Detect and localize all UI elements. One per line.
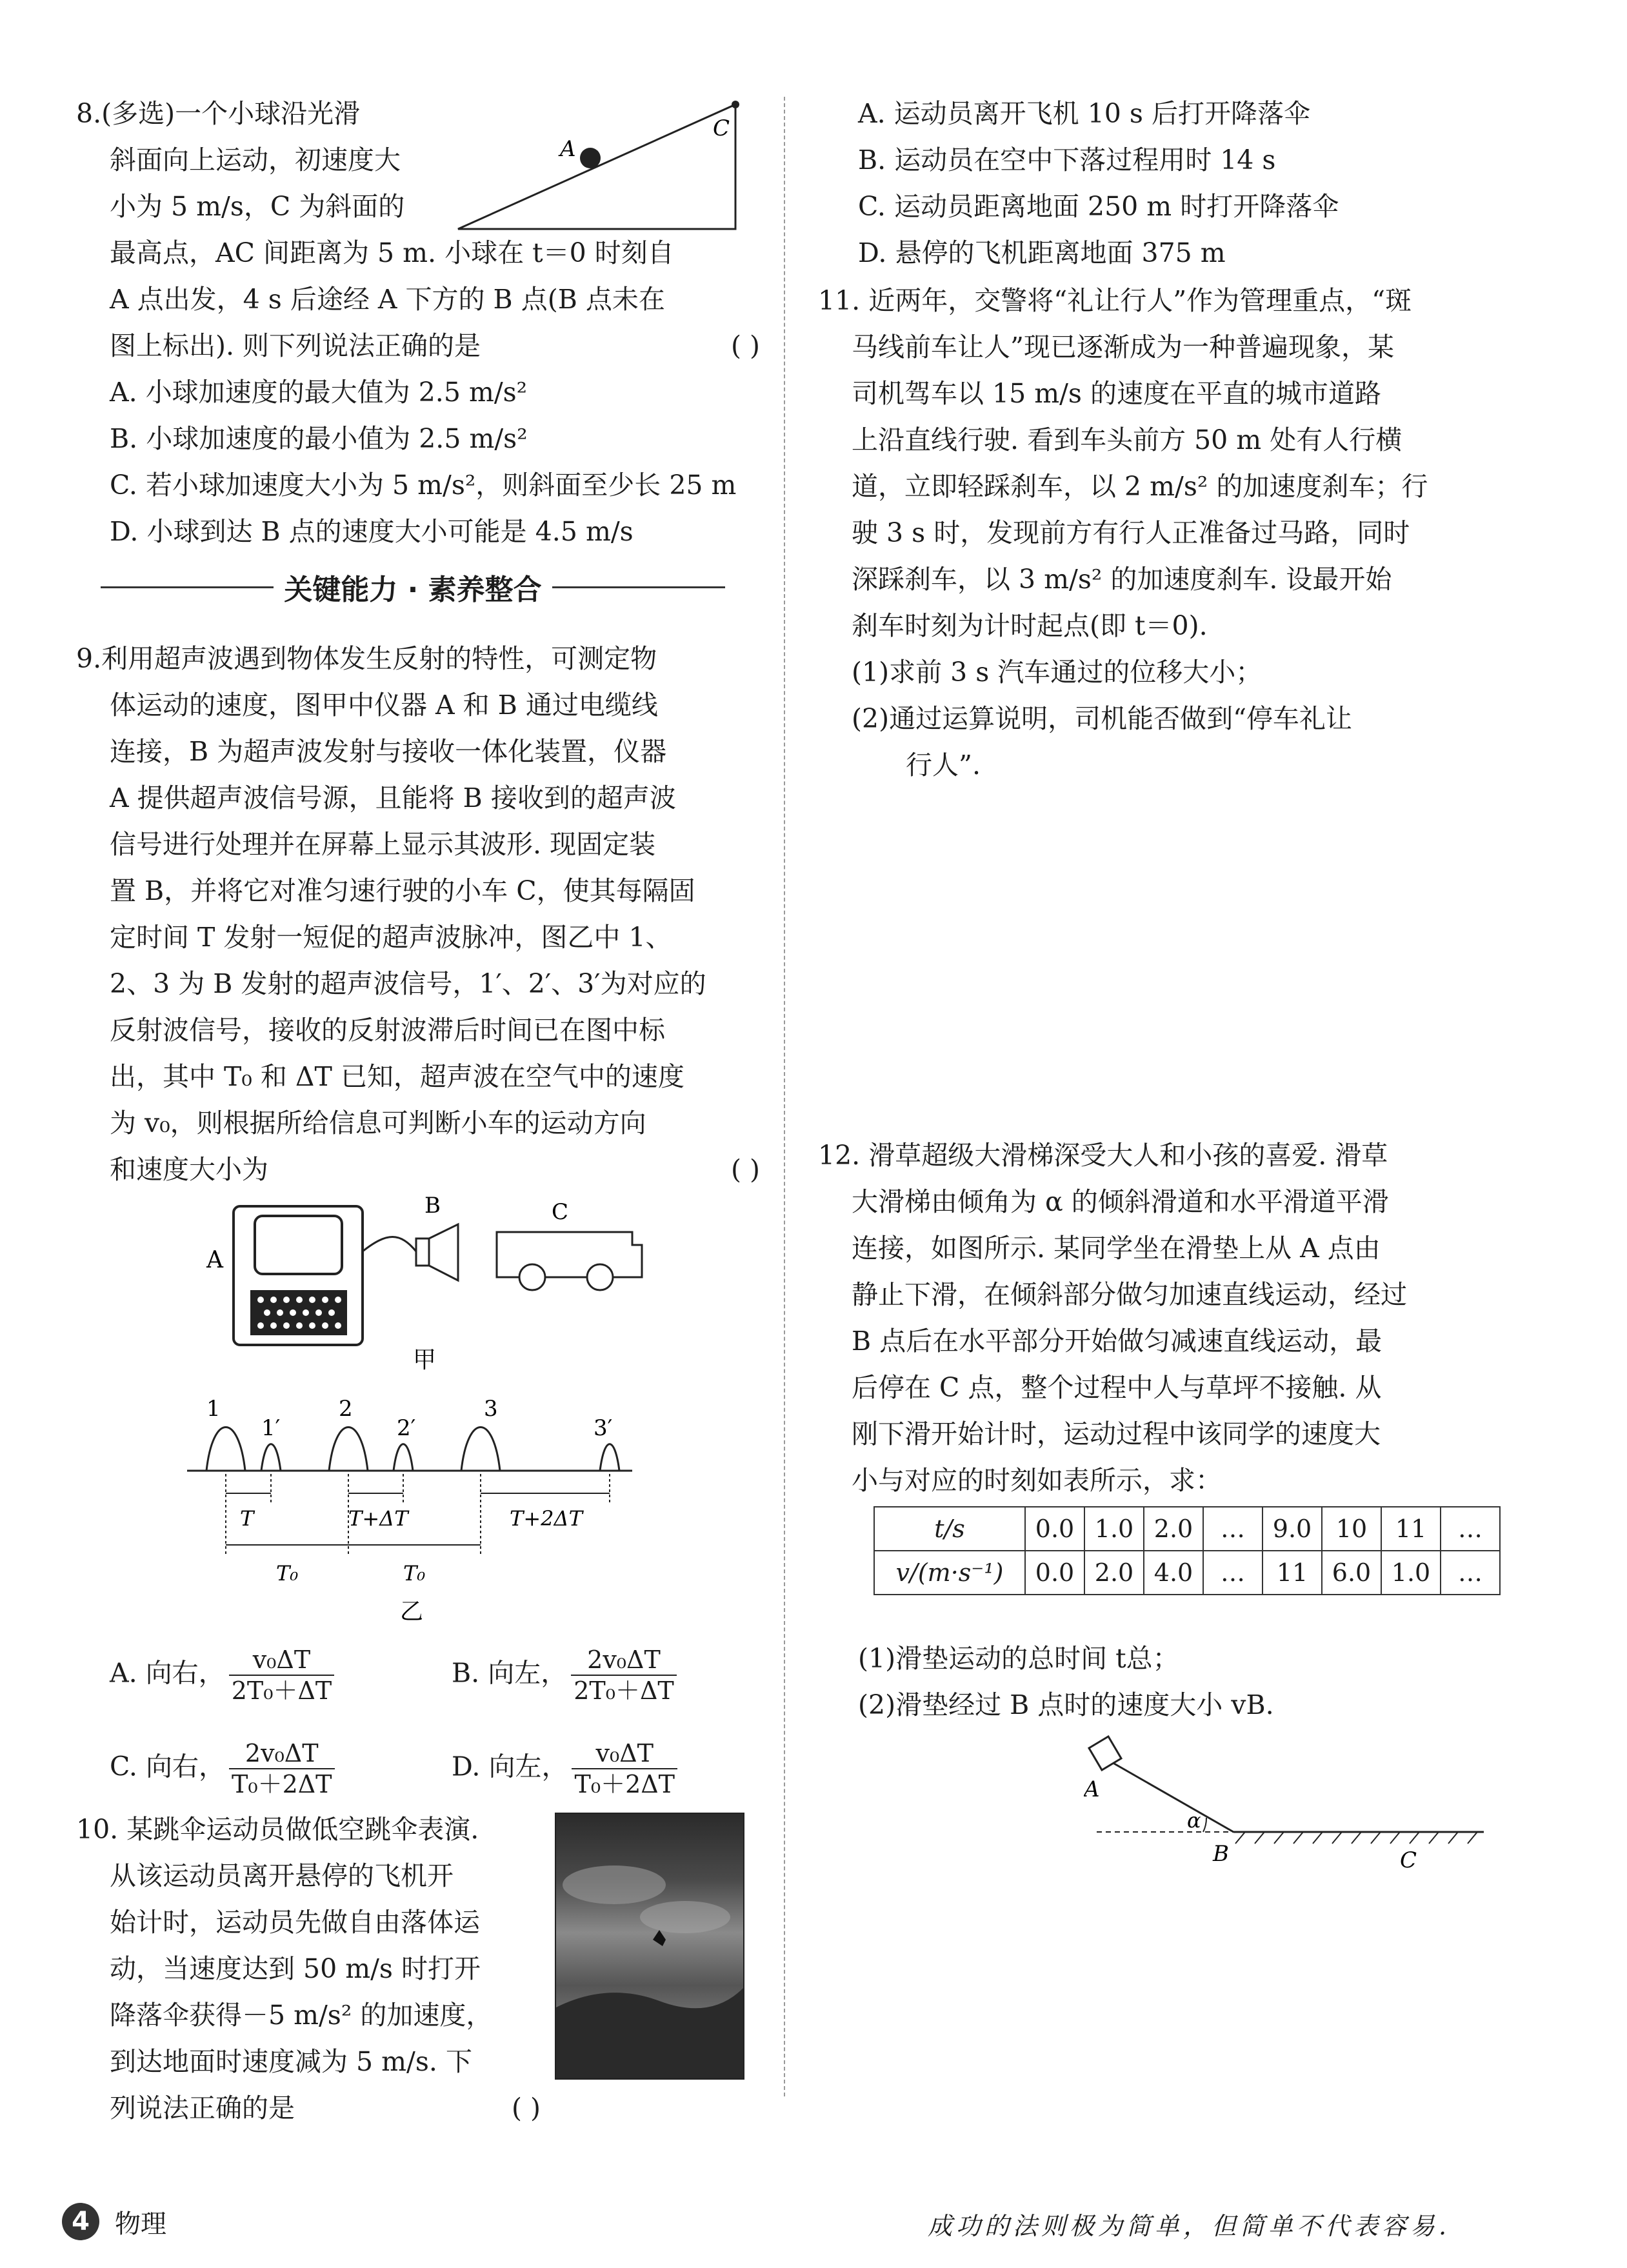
q10-line: 列说法正确的是 [110, 2093, 295, 2124]
q11-sub-3: 行人”. [906, 750, 981, 781]
table-cell: … [1441, 1507, 1500, 1551]
subject-label: 物理 [115, 2209, 166, 2239]
q10-line: 降落伞获得－5 m/s² 的加速度， [110, 2000, 493, 2031]
q12-line: 连接，如图所示. 某同学坐在滑垫上从 A 点由 [852, 1233, 1381, 1264]
q8-option-a: A. 小球加速度的最大值为 2.5 m/s² [110, 377, 528, 408]
table-cell: 0.0 [1025, 1551, 1084, 1595]
q10-options [858, 90, 1568, 276]
pulse-label: 3 [484, 1396, 498, 1422]
section-title: 关键能力 · 素养整合 [284, 573, 542, 606]
q9-line: 体运动的速度，图甲中仪器 A 和 B 通过电缆线 [110, 690, 658, 721]
q10-option-a: A. 运动员离开飞机 10 s 后打开降落伞 [858, 98, 1310, 129]
table-cell: 11 [1263, 1551, 1322, 1595]
q11-line: 司机驾车以 15 m/s 的速度在平直的城市道路 [852, 378, 1381, 409]
q9-line: 信号进行处理并在屏幕上显示其波形. 现固定装 [110, 829, 656, 860]
q10-line: 到达地面时速度减为 5 m/s. 下 [110, 2046, 472, 2077]
q10-option-d: D. 悬停的飞机距离地面 375 m [858, 237, 1226, 268]
q8-option-d: D. 小球到达 B 点的速度大小可能是 4.5 m/s [110, 516, 634, 547]
q9-line: 置 B，并将它对准匀速行驶的小车 C，使其每隔固 [110, 875, 695, 906]
label-alpha: α [1187, 1808, 1201, 1833]
q8-option-b: B. 小球加速度的最小值为 2.5 m/s² [110, 423, 528, 454]
table-cell: t/s [874, 1507, 1025, 1551]
pulse-label: 2 [339, 1396, 353, 1422]
skydiver-photo [555, 1813, 744, 2080]
table-row-time [874, 1507, 1500, 1551]
q11-line: 马线前车让人”现已逐渐成为一种普遍现象，某 [852, 332, 1394, 363]
incline-figure [452, 97, 755, 235]
q10-option-c: C. 运动员距离地面 250 m 时打开降落伞 [858, 191, 1339, 222]
column-divider [784, 97, 785, 2096]
interval-label: T₀ [403, 1561, 426, 1586]
pulse-label: 1 [206, 1396, 221, 1422]
table-cell: 4.0 [1144, 1551, 1203, 1595]
question-12 [818, 1132, 1553, 1504]
q9-line: 为 v₀，则根据所给信息可判断小车的运动方向 [110, 1108, 646, 1139]
q8-line: 8.(多选)一个小球沿光滑 [76, 98, 361, 129]
interval-label: T₀ [276, 1561, 299, 1586]
q12-line: 刚下滑开始计时，运动过程中该同学的速度大 [852, 1418, 1381, 1449]
table-cell: 11 [1381, 1507, 1441, 1551]
q9-line: A 提供超声波信号源，且能将 B 接收到的超声波 [110, 782, 676, 813]
q11-sub-2: (2)通过运算说明，司机能否做到“停车礼让 [852, 703, 1353, 734]
table-cell: 2.0 [1144, 1507, 1203, 1551]
interval-label: T+ΔT [348, 1506, 408, 1531]
pulse-label: 1′ [261, 1415, 281, 1441]
velocity-time-table [873, 1506, 1501, 1595]
table-cell: v/(m·s⁻¹) [874, 1551, 1025, 1595]
q9-line: 9.利用超声波遇到物体发生反射的特性，可测定物 [76, 643, 657, 674]
q11-line: 道，立即轻踩刹车，以 2 m/s² 的加速度刹车；行 [852, 471, 1428, 502]
q9-line: 定时间 T 发射一短促的超声波脉冲，图乙中 1、 [110, 922, 672, 953]
table-cell: 10 [1322, 1507, 1381, 1551]
section-banner [90, 568, 735, 606]
label-car-c: C [552, 1199, 569, 1225]
q10-line: 10. 某跳伞运动员做低空跳伞表演. [76, 1814, 479, 1845]
q10-line: 动，当速度达到 50 m/s 时打开 [110, 1953, 481, 1984]
q11-sub-1: (1)求前 3 s 汽车通过的位移大小； [852, 657, 1263, 688]
q12-sub-2: (2)滑垫经过 B 点时的速度大小 vB. [858, 1689, 1274, 1720]
table-cell: 9.0 [1263, 1507, 1322, 1551]
label-a: A [1084, 1776, 1100, 1802]
q9-option-d: D. 向左， $\frac{\text{v₀ΔT}}{\text{T₀＋2ΔT}}$ [452, 1738, 681, 1799]
q8-line: 最高点，AC 间距离为 5 m. 小球在 t＝0 时刻自 [110, 237, 674, 268]
question-11 [818, 277, 1553, 788]
q11-line: 驶 3 s 时，发现前方有行人正准备过马路，同时 [852, 517, 1410, 548]
q8-line: 小为 5 m/s，C 为斜面的 [110, 191, 405, 222]
footer-motto: 成功的法则极为简单，但简单不代表容易. [928, 2212, 1451, 2240]
answer-bracket: ( ) [730, 330, 760, 361]
label-instrument-a: A [206, 1247, 223, 1273]
q9-option-c: C. 向右， $\frac{\text{2v₀ΔT}}{\text{T₀＋2ΔT}}$ [110, 1738, 339, 1799]
table-cell: 0.0 [1025, 1507, 1084, 1551]
q9-line: 连接，B 为超声波发射与接收一体化装置，仪器 [110, 736, 667, 767]
table-cell: 1.0 [1084, 1507, 1144, 1551]
interval-label: T+2ΔT [510, 1506, 583, 1531]
label-c: C [713, 115, 730, 141]
pulse-timing-figure [181, 1387, 664, 1626]
pulse-label: 3′ [594, 1415, 613, 1441]
table-cell: 1.0 [1381, 1551, 1441, 1595]
answer-bracket: ( ) [730, 1154, 760, 1185]
q10-line: 从该运动员离开悬停的飞机开 [110, 1860, 454, 1891]
q9-line: 出，其中 T₀ 和 ΔT 已知，超声波在空气中的速度 [110, 1061, 684, 1092]
q9-line: 和速度大小为 [110, 1154, 268, 1185]
table-cell: … [1203, 1551, 1263, 1595]
q11-line: 上沿直线行驶. 看到车头前方 50 m 处有人行横 [852, 424, 1402, 455]
q8-line: 图上标出). 则下列说法正确的是 [110, 330, 481, 361]
q12-line: 12. 滑草超级大滑梯深受大人和小孩的喜爱. 滑草 [818, 1140, 1388, 1171]
q8-option-c: C. 若小球加速度大小为 5 m/s²，则斜面至少长 25 m [110, 470, 737, 501]
label-c: C [1400, 1847, 1417, 1873]
q11-line: 刹车时刻为计时起点(即 t＝0). [852, 610, 1208, 641]
slide-figure [1084, 1735, 1497, 1884]
q10-line: 始计时，运动员先做自由落体运 [110, 1907, 480, 1938]
interval-label: T [240, 1506, 254, 1531]
label-b: B [1213, 1841, 1229, 1867]
q9-line: 反射波信号，接收的反射波滞后时间已在图中标 [110, 1015, 665, 1046]
table-cell: 2.0 [1084, 1551, 1144, 1595]
q9-line: 2、3 为 B 发射的超声波信号，1′、2′、3′为对应的 [110, 968, 706, 999]
ultrasonic-device-figure [194, 1193, 658, 1374]
answer-bracket: ( ) [511, 2093, 541, 2124]
q9-option-a: A. 向右， $\frac{\text{v₀ΔT}}{\text{2T₀＋ΔT}}$ [110, 1645, 338, 1706]
caption-jia: 甲 [413, 1347, 437, 1373]
question-9 [76, 635, 760, 1193]
q8-line: A 点出发，4 s 后途经 A 下方的 B 点(B 点未在 [110, 284, 665, 315]
table-cell: … [1203, 1507, 1263, 1551]
q11-line: 11. 近两年，交警将“礼让行人”作为管理重点，“斑 [818, 285, 1412, 316]
q12-line: 大滑梯由倾角为 α 的倾斜滑道和水平滑道平滑 [852, 1186, 1389, 1217]
q12-line: 后停在 C 点，整个过程中人与草坪不接触. 从 [852, 1372, 1382, 1403]
table-row-velocity [874, 1551, 1500, 1595]
q10-option-b: B. 运动员在空中下落过程用时 14 s [858, 144, 1276, 175]
q12-subquestions [858, 1635, 1555, 1728]
table-cell: 6.0 [1322, 1551, 1381, 1595]
q12-line: 小与对应的时刻如表所示，求： [852, 1465, 1222, 1496]
page-number: 4 [62, 2203, 99, 2240]
question-10 [76, 1806, 541, 2131]
pulse-label: 2′ [397, 1415, 416, 1441]
footer-left [62, 2203, 166, 2240]
q12-sub-1: (1)滑垫运动的总时间 t总； [858, 1643, 1179, 1674]
q12-line: B 点后在水平部分开始做匀减速直线运动，最 [852, 1326, 1382, 1357]
q11-line: 深踩刹车，以 3 m/s² 的加速度刹车. 设最开始 [852, 564, 1392, 595]
caption-yi: 乙 [400, 1598, 424, 1625]
table-cell: … [1441, 1551, 1500, 1595]
q9-option-b: B. 向左， $\frac{\text{2v₀ΔT}}{\text{2T₀＋ΔT}}$ [452, 1645, 681, 1706]
label-transceiver-b: B [424, 1193, 441, 1219]
label-a: A [560, 136, 576, 162]
q12-line: 静止下滑，在倾斜部分做匀加速直线运动，经过 [852, 1279, 1407, 1310]
q8-line: 斜面向上运动，初速度大 [110, 144, 401, 175]
